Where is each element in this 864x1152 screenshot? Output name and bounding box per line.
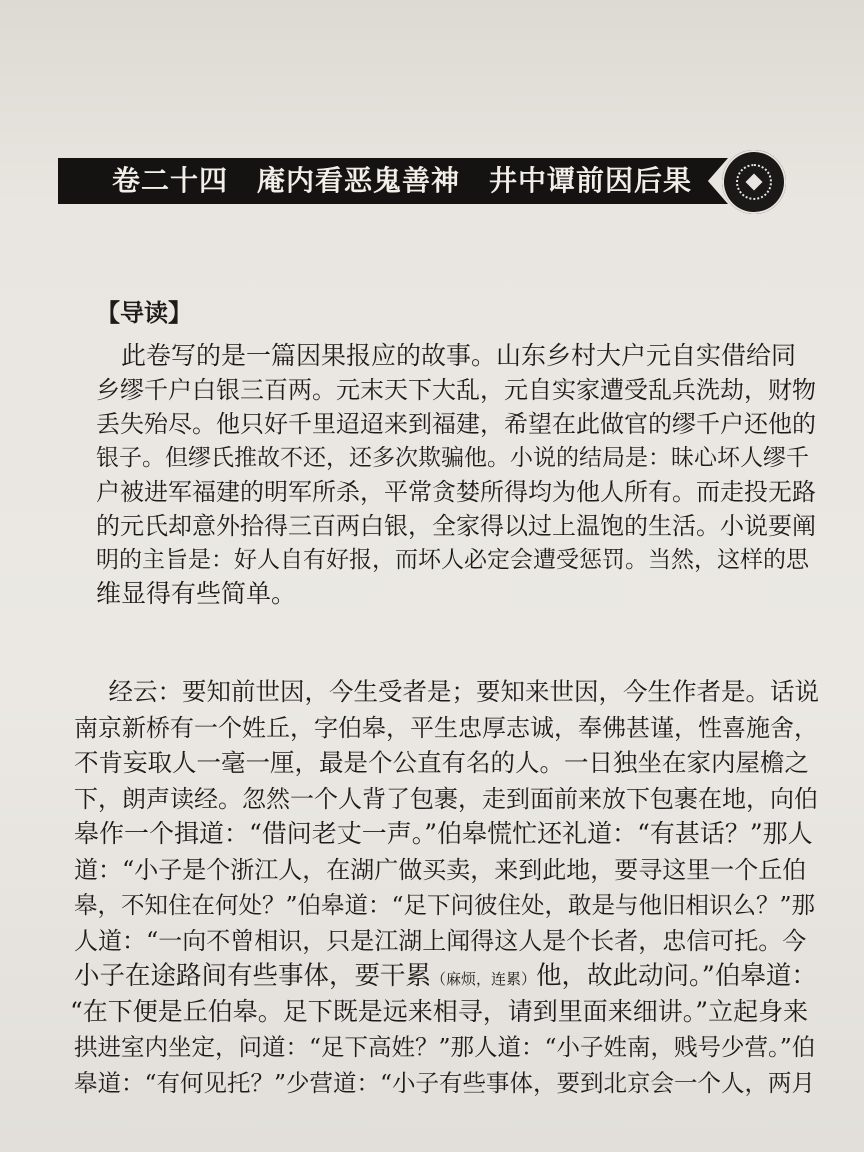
body-line xyxy=(74,959,817,993)
intro-line: 丢失殆尽。他只好千里迢迢来到福建，希望在此做官的缪千户还他的 xyxy=(96,410,816,438)
body-line-part: 小子在途路间有些事体，要干累 xyxy=(74,961,432,991)
body-line: 皋作一个揖道：“借问老丈一声。”伯皋慌忙还礼道：“有甚话？”那人 xyxy=(74,819,813,848)
intro-line: 的元氏却意外拾得三百两白银，全家得以过上温饱的生活。小说要阐 xyxy=(96,512,816,540)
chapter-title: 卷二十四 庵内看恶鬼善神 井中谭前因后果 xyxy=(112,164,693,197)
body-line: “在下便是丘伯皋。足下既是远来相寻，请到里面来细讲。”立起身来 xyxy=(70,997,809,1026)
intro-line: 户被进军福建的明军所杀，平常贪婪所得均为他人所有。而走投无路 xyxy=(96,478,816,506)
body-line: 经云：要知前世因，今生受者是；要知来世因，今生作者是。话说 xyxy=(84,677,819,706)
body-line: 道：“小子是个浙江人，在湖广做买卖，来到此地，要寻这里一个丘伯 xyxy=(74,856,807,884)
intro-line: 此卷写的是一篇因果报应的故事。山东乡村大户元自实借给同 xyxy=(96,341,797,370)
intro-line: 维显得有些简单。 xyxy=(96,579,297,608)
body-line: 不肯妄取人一毫一厘，最是个公直有名的人。一日独坐在家内屋檐之 xyxy=(74,748,809,777)
bleed-through-text xyxy=(60,0,800,150)
intro-line: 明的主旨是：好人自有好报，而坏人必定会遭受惩罚。当然，这样的思 xyxy=(96,547,809,573)
body-line: 南京新桥有一个姓丘，字伯皋，平生忠厚志诚，奉佛甚谨，性喜施舍， xyxy=(74,714,818,742)
body-line: 下，朗声读经。忽然一个人背了包裹，走到面前来放下包裹在地，向伯 xyxy=(74,785,818,813)
body-line: 皋道：“有何见托？”少营道：“小子有些事体，要到北京会一个人，两月 xyxy=(74,1069,816,1097)
body-line: 拱进室内坐定，问道：“足下高姓？”那人道：“小子姓南，贱号少营。”伯 xyxy=(74,1033,816,1061)
decorative-emblem-icon xyxy=(722,150,786,214)
intro-line: 乡缪千户白银三百两。元末天下大乱，元自实家遭受乱兵洗劫，财物 xyxy=(96,376,816,404)
body-line: 人道：“一向不曾相识，只是江湖上闻得这人是个长者，忠信可托。今 xyxy=(74,927,807,955)
guide-reading-label: 【导读】 xyxy=(96,299,192,327)
body-line-part: 他，故此动问。”伯皋道： xyxy=(536,961,817,991)
body-line: 皋，不知住在何处？”伯皋道：“足下问彼住处，敢是与他旧相识么？”那 xyxy=(74,891,816,919)
intro-line: 银子。但缪氏推故不还，还多次欺骗他。小说的结局是：昧心坏人缪千 xyxy=(96,445,809,471)
annotation-note: （麻烦，连累） xyxy=(431,970,537,988)
